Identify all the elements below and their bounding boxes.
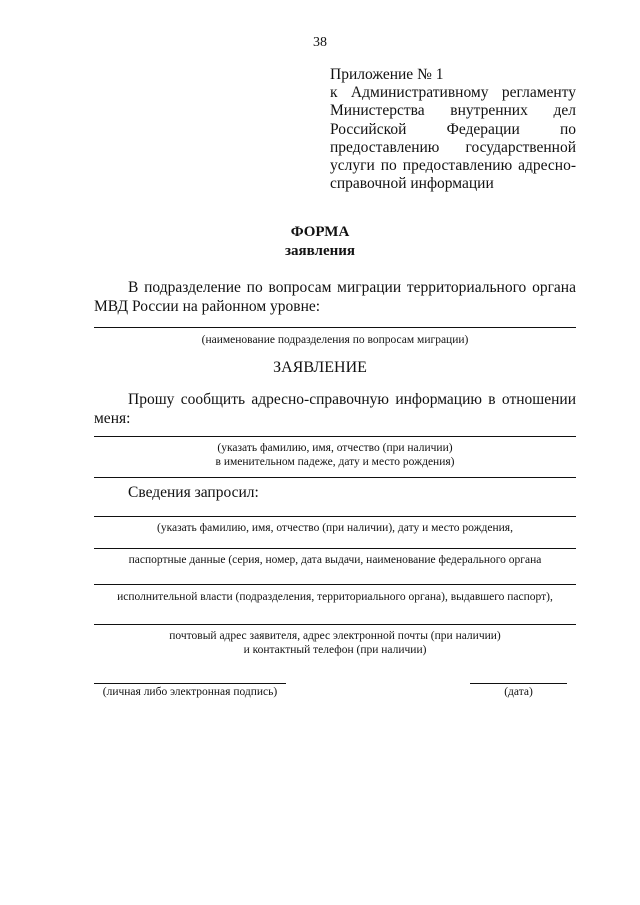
signature-field[interactable]	[94, 683, 286, 684]
appendix-line: предоставлению государственной	[330, 138, 576, 156]
addressee-caption: (наименование подразделения по вопросам миграции)	[201, 334, 469, 346]
page-number: 38	[313, 35, 327, 50]
date-caption: (дата)	[504, 686, 533, 698]
subject-caption-line-2: в именительном падеже, дату и место рождения)	[215, 456, 455, 468]
passport-data-field[interactable]	[94, 548, 576, 549]
appendix-line: Приложение № 1	[330, 66, 444, 83]
form-subtitle: заявления	[284, 243, 356, 259]
requester-name-field[interactable]	[94, 516, 576, 517]
addressee-line-2: МВД России на районном уровне:	[94, 297, 321, 315]
requester-caption-2: паспортные данные (серия, номер, дата выдачи, наименование федерального органа	[128, 554, 542, 566]
subject-caption-line-1: (указать фамилию, имя, отчество (при наличии)	[217, 442, 453, 454]
subject-field-continuation[interactable]	[94, 477, 576, 478]
appendix-line: справочной информации	[330, 175, 494, 193]
date-field[interactable]	[470, 683, 567, 684]
appendix-header	[330, 66, 576, 193]
requester-caption-4	[94, 629, 576, 657]
signature-caption: (личная либо электронная подпись)	[102, 686, 278, 698]
request-line-2: меня:	[94, 409, 131, 427]
appendix-line: Министерства внутренних дел	[330, 102, 576, 120]
addressee-field[interactable]	[94, 327, 576, 328]
issuing-authority-field[interactable]	[94, 584, 576, 585]
request-text	[94, 391, 576, 428]
request-line-1: Прошу сообщить адресно-справочную информацию в отношении	[128, 391, 576, 408]
requester-caption-3: исполнительной власти (подразделения, территориального органа), выдавшего паспорт),	[117, 591, 553, 603]
requester-label: Сведения запросил:	[128, 484, 259, 501]
subject-field[interactable]	[94, 436, 576, 437]
form-title: ФОРМА	[290, 224, 350, 240]
requester-caption-1: (указать фамилию, имя, отчество (при наличии), дату и место рождения,	[157, 522, 513, 534]
requester-caption-4-line-2: и контактный телефон (при наличии)	[243, 644, 427, 656]
requester-caption-4-line-1: почтовый адрес заявителя, адрес электронной почты (при наличии)	[169, 630, 501, 642]
statement-heading: ЗАЯВЛЕНИЕ	[273, 359, 367, 376]
requester-label-block	[94, 484, 576, 503]
appendix-line: к Административному регламенту	[330, 84, 576, 102]
subject-caption	[94, 441, 576, 469]
appendix-line: Российской Федерации по	[330, 120, 576, 138]
appendix-line: услуги по предоставлению адресно-	[330, 157, 576, 175]
contact-field[interactable]	[94, 624, 576, 625]
addressee-text	[94, 279, 576, 316]
addressee-line-1: В подразделение по вопросам миграции территориального органа	[128, 279, 576, 296]
